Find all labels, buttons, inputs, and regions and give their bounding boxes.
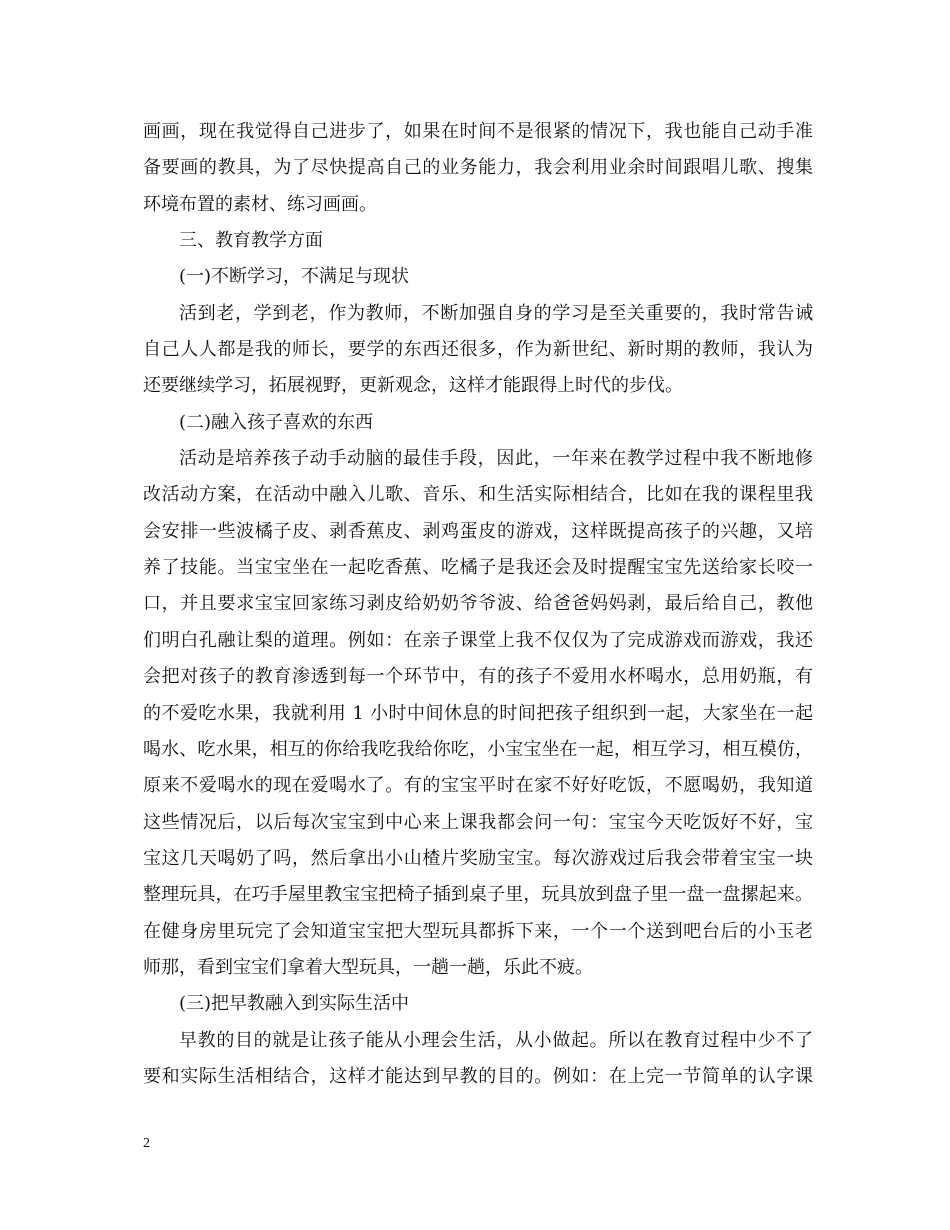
body-text-line: 会把对孩子的教育渗透到每一个环节中，有的孩子不爱用水杯喝水，总用奶瓶，有 — [143, 666, 813, 688]
body-text-line: 要和实际生活相结合，这样才能达到早教的目的。例如：在上完一节简单的认字课 — [143, 1065, 813, 1087]
body-text-line: 喝水、吃水果，相互的你给我吃我给你吃，小宝宝坐在一起，相互学习，相互模仿， — [143, 738, 813, 760]
body-text-line: 这些情况后，以后每次宝宝到中心来上课我都会问一句：宝宝今天吃饭好不好，宝 — [143, 811, 813, 833]
body-text-line: 师那，看到宝宝们拿着大型玩具，一趟一趟，乐此不疲。 — [143, 956, 593, 978]
section-heading: 三、教育教学方面 — [179, 230, 323, 252]
body-text-line: 在健身房里玩完了会知道宝宝把大型玩具都拆下来，一个一个送到吧台后的小玉老 — [143, 920, 813, 942]
body-text-line: 宝这几天喝奶了吗，然后拿出小山楂片奖励宝宝。每次游戏过后我会带着宝宝一块 — [143, 847, 813, 869]
body-text-line: 整理玩具，在巧手屋里教宝宝把椅子插到桌子里，玩具放到盘子里一盘一盘摞起来。 — [143, 884, 813, 906]
body-text-line: 备要画的教具，为了尽快提高自己的业务能力，我会利用业余时间跟唱儿歌、搜集 — [143, 157, 813, 179]
body-text-line: 改活动方案，在活动中融入儿歌、音乐、和生活实际相结合，比如在我的课程里我 — [143, 484, 813, 506]
subsection-heading: (一)不断学习，不满足与现状 — [179, 266, 410, 288]
body-text-line: 原来不爱喝水的现在爱喝水了。有的宝宝平时在家不好好吃饭，不愿喝奶，我知道 — [143, 775, 813, 797]
body-text-line: 早教的目的就是让孩子能从小理会生活，从小做起。所以在教育过程中少不了 — [179, 1029, 813, 1051]
body-text-line: 画画，现在我觉得自己进步了，如果在时间不是很紧的情况下，我也能自己动手准 — [143, 121, 813, 142]
body-text-line: 的不爱吃水果，我就利用 1 小时中间休息的时间把孩子组织到一起，大家坐在一起 — [143, 702, 813, 724]
body-text-line: 们明白孔融让梨的道理。例如：在亲子课堂上我不仅仅为了完成游戏而游戏，我还 — [143, 629, 813, 651]
body-text-line: 还要继续学习，拓展视野，更新观念，这样才能跟得上时代的步伐。 — [143, 375, 683, 397]
body-text-line: 养了技能。当宝宝坐在一起吃香蕉、吃橘子是我还会及时提醒宝宝先送给家长咬一 — [143, 557, 813, 579]
body-text-line: 口，并且要求宝宝回家练习剥皮给奶奶爷爷波、给爸爸妈妈剥，最后给自己，教他 — [143, 593, 813, 615]
body-text-line: 环境布置的素材、练习画画。 — [143, 193, 377, 215]
body-text-line: 活动是培养孩子动手动脑的最佳手段，因此，一年来在教学过程中我不断地修 — [179, 448, 813, 470]
body-text-line: 活到老，学到老，作为教师，不断加强自身的学习是至关重要的，我时常告诫 — [179, 302, 813, 324]
body-text-line: 自己人人都是我的师长，要学的东西还很多，作为新世纪、新时期的教师，我认为 — [143, 339, 813, 361]
page-number: 2 — [143, 1136, 150, 1151]
document-body — [143, 114, 813, 1095]
subsection-heading: (三)把早教融入到实际生活中 — [179, 993, 410, 1015]
subsection-heading: (二)融入孩子喜欢的东西 — [179, 411, 374, 433]
body-text-line: 会安排一些波橘子皮、剥香蕉皮、剥鸡蛋皮的游戏，这样既提高孩子的兴趣，又培 — [143, 520, 813, 542]
